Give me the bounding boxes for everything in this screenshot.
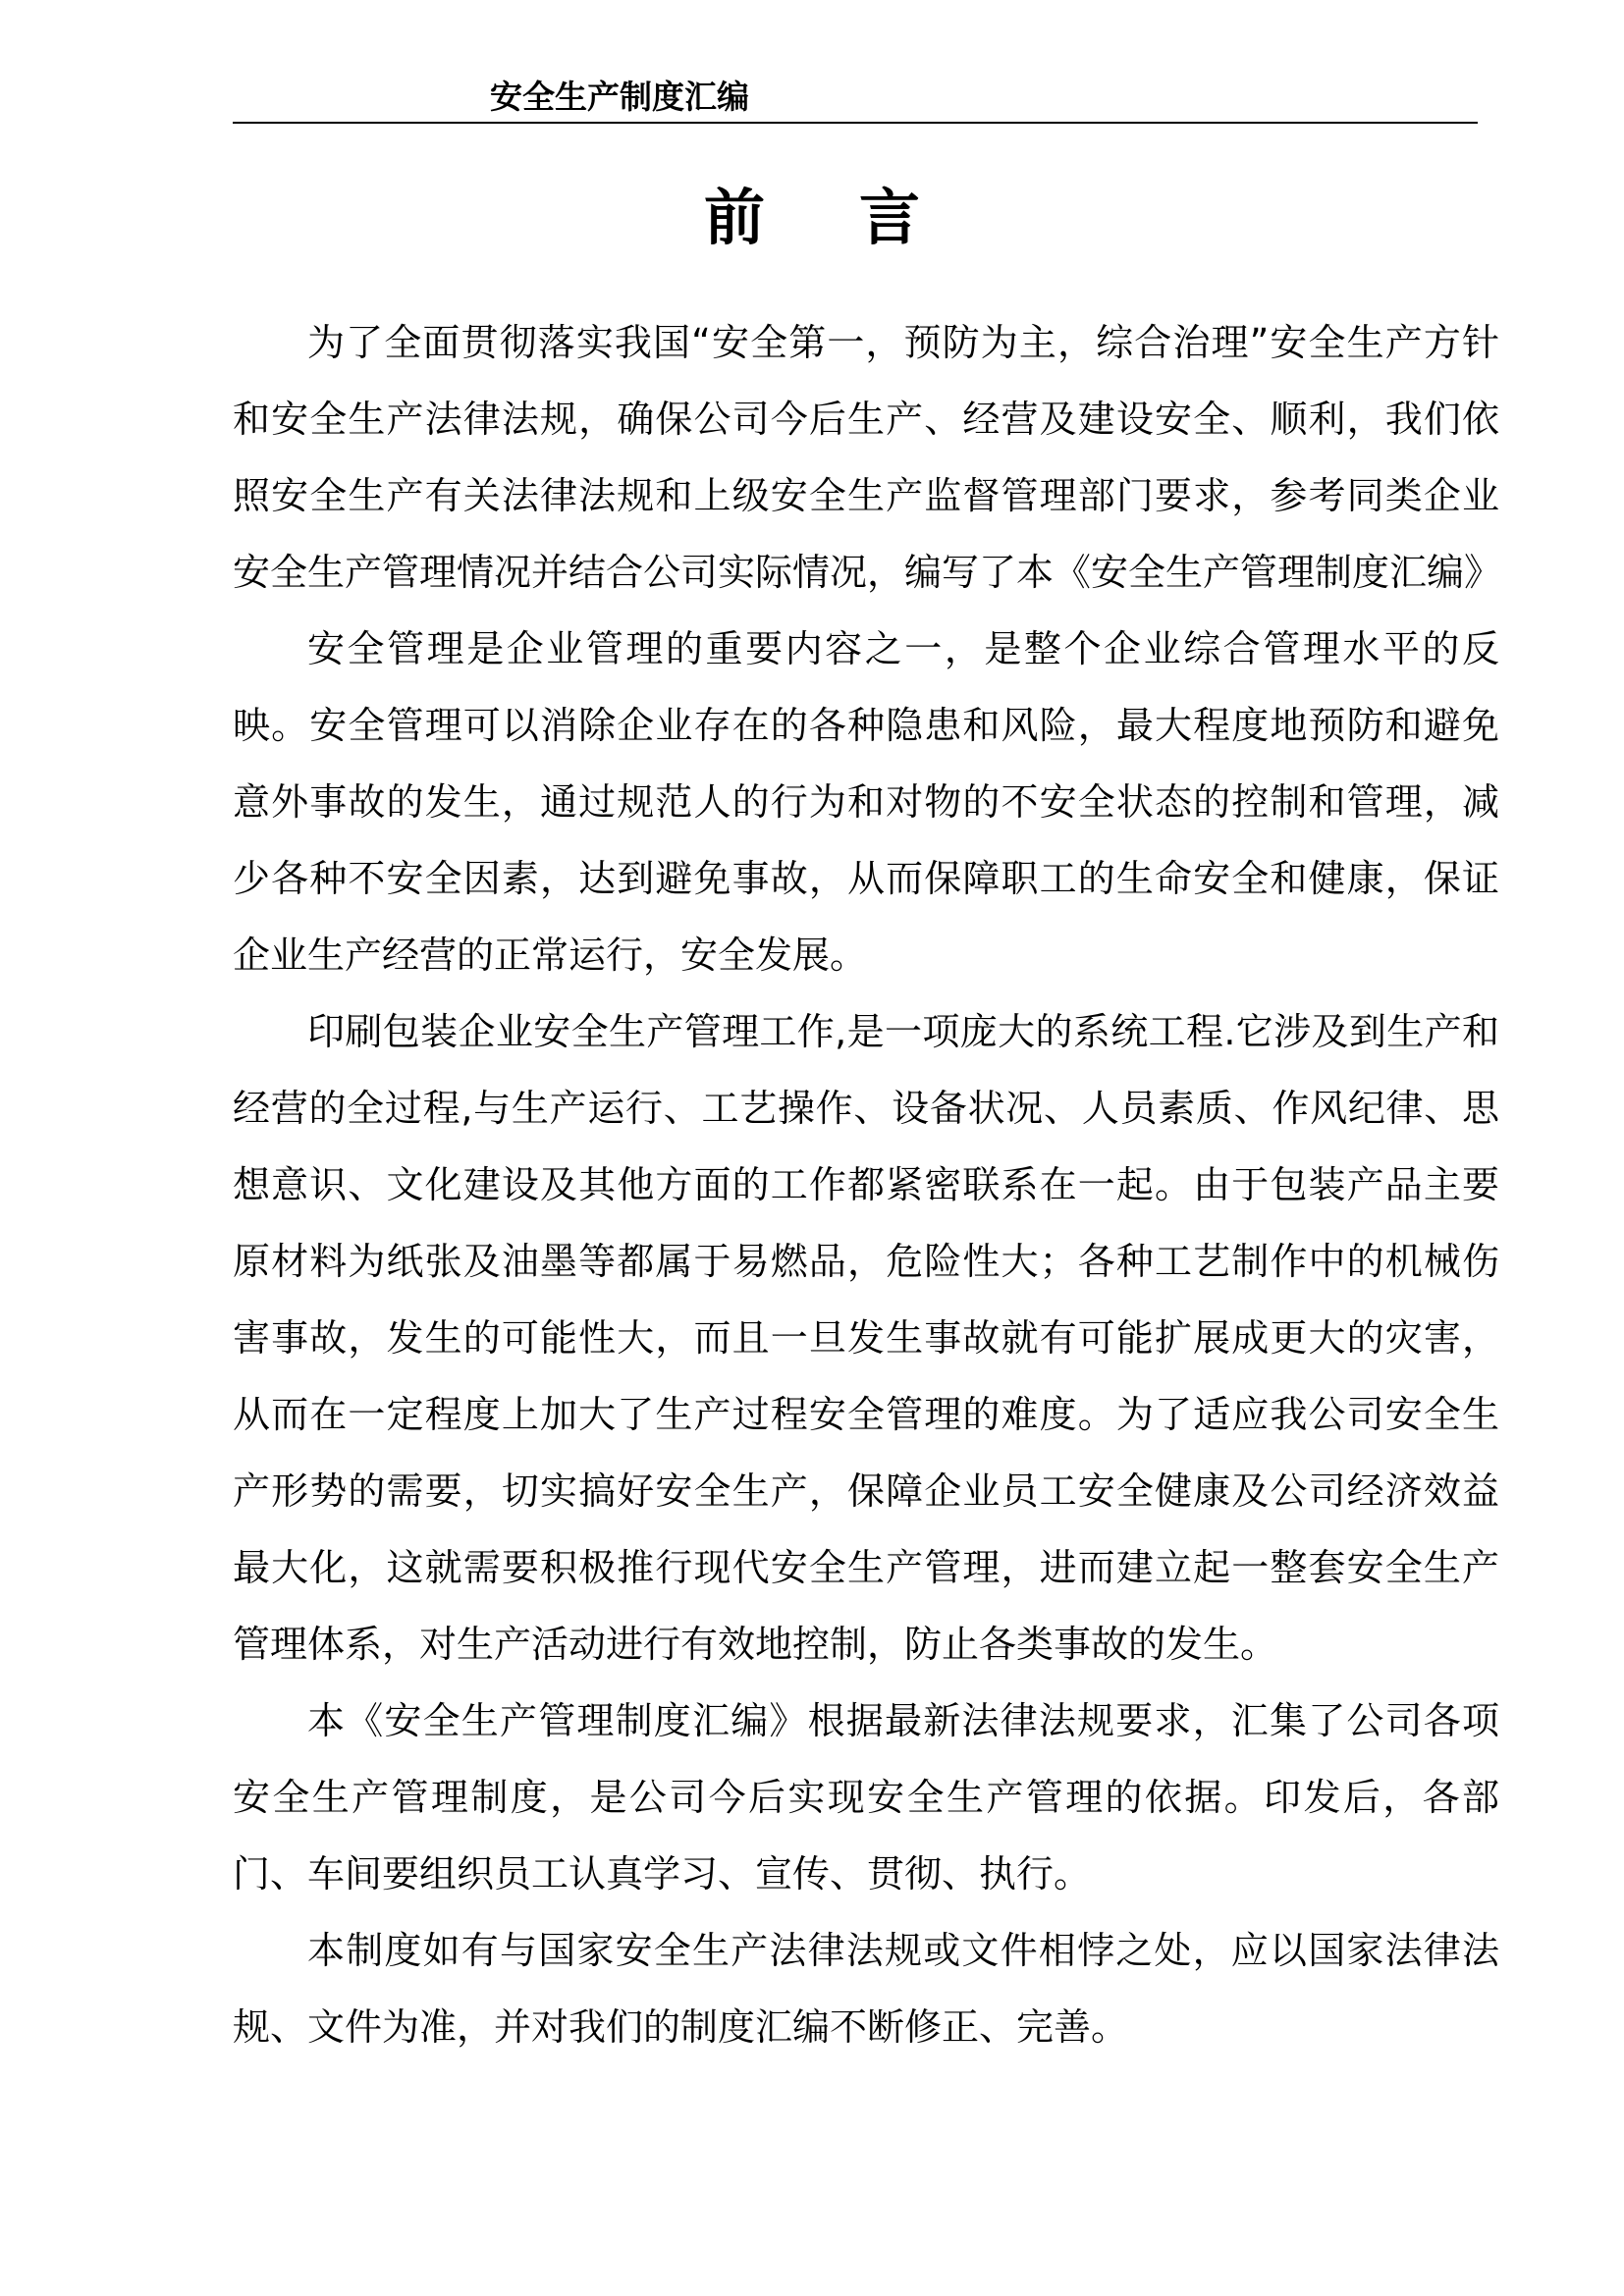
paragraph: 为了全面贯彻落实我国“安全第一，预防为主，综合治理”安全生产方针和安全生产法律法规，确保公司今后生产、经营及建设安全、顺利，我们依照安全生产有关法律法规和上级安全生产监督管理部门要求，参考同类企业安全生产管理情况并结合公司实际情况，编写了本《安全生产管理制度汇编》 — [233, 321, 1502, 594]
paragraph: 本《安全生产管理制度汇编》根据最新法律法规要求，汇集了公司各项安全生产管理制度，是公司今后实现安全生产管理的依据。印发后，各部门、车间要组织员工认真学习、宣传、贯彻、执行。 — [233, 1699, 1499, 1896]
paragraph: 本制度如有与国家安全生产法律法规或文件相悖之处，应以国家法律法规、文件为准，并对我们的制度汇编不断修正、完善。 — [233, 1929, 1499, 2049]
paragraph: 印刷包装企业安全生产管理工作,是一项庞大的系统工程.它涉及到生产和经营的全过程,与生产运行、工艺操作、设备状况、人员素质、作风纪律、思想意识、文化建设及其他方面的工作都紧密联系在一起。由于包装产品主要原材料为纸张及油墨等都属于易燃品，危险性大；各种工艺制作中的机械伤害事故，发生的可能性大，而且一旦发生事故就有可能扩展成更大的灾害，从而在一定程度上加大了生产过程安全管理的难度。为了适应我公司安全生产形势的需要，切实搞好安全生产，保障企业员工安全健康及公司经济效益最大化，这就需要积极推行现代安全生产管理，进而建立起一整套安全生产管理体系，对生产活动进行有效地控制，防止各类事故的发生。 — [233, 1010, 1499, 1666]
header-title: 安全生产制度汇编 — [490, 78, 749, 116]
page-header — [233, 75, 1478, 124]
paragraph: 安全管理是企业管理的重要内容之一，是整个企业综合管理水平的反映。安全管理可以消除企业存在的各种隐患和风险，最大程度地预防和避免意外事故的发生，通过规范人的行为和对物的不安全状态的控制和管理，减少各种不安全因素，达到避免事故，从而保障职工的生命安全和健康，保证企业生产经营的正常运行，安全发展。 — [233, 627, 1499, 977]
document-title: 前言 — [703, 182, 1014, 253]
document-body — [233, 304, 1502, 2065]
